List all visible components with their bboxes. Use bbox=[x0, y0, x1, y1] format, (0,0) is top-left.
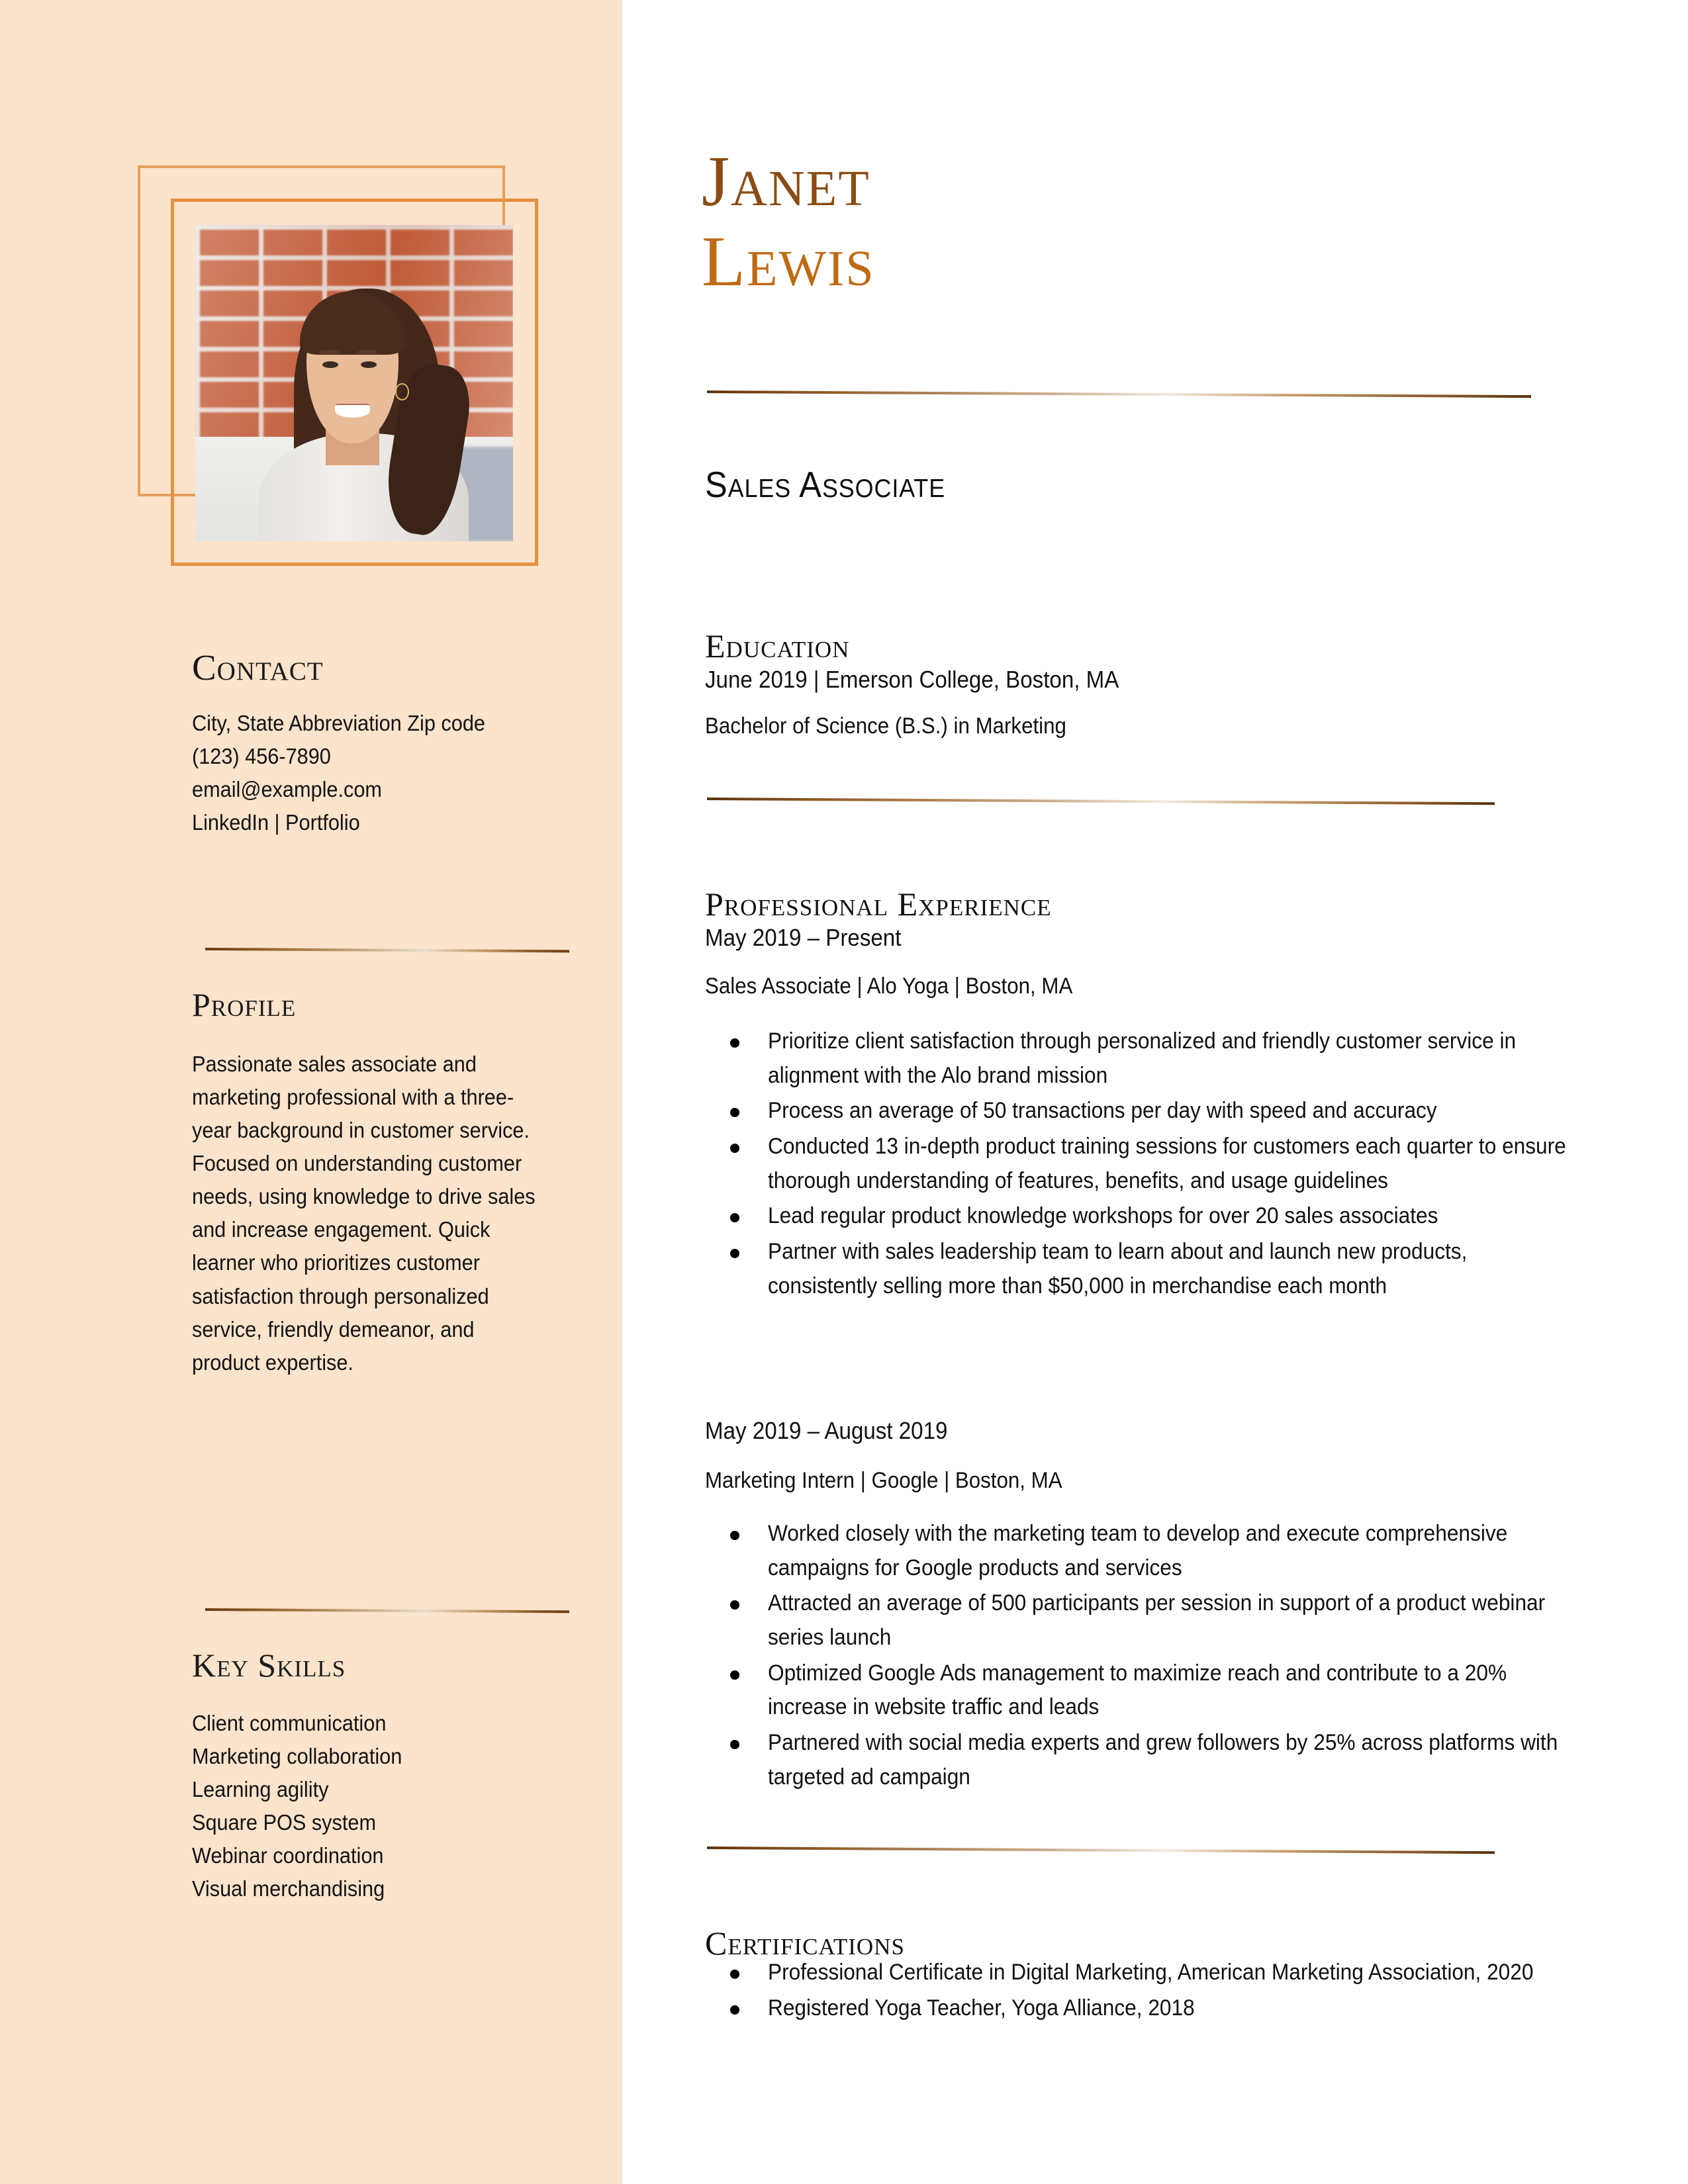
certifications-list bbox=[705, 1956, 1628, 2026]
job-bullet bbox=[768, 1094, 1628, 1128]
divider-certifications bbox=[707, 1846, 1495, 1854]
skill-item: Square POS system bbox=[192, 1809, 377, 1835]
certification-item bbox=[768, 1991, 1628, 2026]
profile-photo bbox=[195, 225, 513, 541]
last-name: Lewis bbox=[702, 222, 875, 301]
skill-item: Visual merchandising bbox=[192, 1876, 385, 1901]
profile-section bbox=[192, 987, 576, 1379]
job-bullet bbox=[768, 1726, 1628, 1794]
photo-eye-left bbox=[322, 361, 338, 369]
skill-item: Webinar coordination bbox=[192, 1843, 384, 1868]
key-skills-heading: Key Skills bbox=[192, 1647, 346, 1684]
education-degree: Bachelor of Science (B.S.) in Marketing bbox=[705, 713, 1066, 739]
job-bullet bbox=[768, 1517, 1628, 1585]
job-bullets bbox=[705, 1024, 1628, 1304]
bullet-text: Optimized Google Ads management to maximize reach and contribute to a 20% increase in website traffic and leads bbox=[768, 1660, 1507, 1720]
bullet-text: Process an average of 50 transactions per day with speed and accuracy bbox=[768, 1098, 1437, 1124]
contact-details bbox=[192, 707, 549, 840]
certifications-heading: Certifications bbox=[705, 1924, 905, 1962]
job-date: May 2019 – August 2019 bbox=[705, 1417, 948, 1444]
job-role: Marketing Intern | Google | Boston, MA bbox=[705, 1468, 1062, 1493]
first-name: Janet bbox=[702, 142, 870, 221]
experience-heading: Professional Experience bbox=[705, 885, 1052, 923]
job-bullet bbox=[768, 1657, 1628, 1725]
job-role: Sales Associate | Alo Yoga | Boston, MA bbox=[705, 974, 1073, 999]
profile-heading: Profile bbox=[192, 986, 297, 1023]
photo-eyebrow-left bbox=[319, 350, 340, 354]
photo-eyebrow-right bbox=[357, 350, 378, 354]
divider-education bbox=[707, 797, 1495, 805]
education-heading: Education bbox=[705, 627, 850, 664]
contact-links[interactable]: LinkedIn | Portfolio bbox=[192, 810, 360, 835]
education-date-school: June 2019 | Emerson College, Boston, MA bbox=[705, 666, 1119, 693]
certification-text: Registered Yoga Teacher, Yoga Alliance, 2018 bbox=[768, 1995, 1195, 2021]
contact-phone: (123) 456-7890 bbox=[192, 743, 331, 768]
certification-text: Professional Certificate in Digital Marketing, American Marketing Association, 2020 bbox=[768, 1960, 1534, 1985]
contact-heading: Contact bbox=[192, 647, 324, 688]
bullet-text: Lead regular product knowledge workshops for over 20 sales associates bbox=[768, 1203, 1438, 1229]
job-date: May 2019 – Present bbox=[705, 924, 902, 951]
certification-item bbox=[768, 1956, 1628, 1990]
contact-address: City, State Abbreviation Zip code bbox=[192, 710, 485, 735]
profile-text: Passionate sales associate and marketing professional with a three-year background in customer service. Focused on understanding customer needs, using knowledge to drive sales and increase engagement. Quick learner who prioritizes customer satisfaction through personalized service, friendly demeanor, and product expertise. bbox=[192, 1051, 536, 1375]
bullet-text: Worked closely with the marketing team to develop and execute comprehensive campaigns for Google products and services bbox=[768, 1521, 1508, 1580]
skill-item: Client communication bbox=[192, 1710, 387, 1735]
job-bullet bbox=[768, 1130, 1628, 1198]
candidate-name bbox=[702, 142, 1562, 302]
job-bullet bbox=[768, 1024, 1628, 1093]
main-column bbox=[692, 0, 1632, 2184]
job-bullet bbox=[768, 1199, 1628, 1234]
divider-contact bbox=[205, 948, 569, 952]
contact-section bbox=[192, 649, 576, 839]
skill-item: Marketing collaboration bbox=[192, 1743, 402, 1768]
key-skills-list bbox=[192, 1707, 549, 1906]
job-bullet bbox=[768, 1586, 1628, 1655]
bullet-text: Attracted an average of 500 participants per session in support of a product webinar series launch bbox=[768, 1590, 1546, 1651]
photo-eye-right bbox=[361, 361, 377, 369]
divider-profile bbox=[205, 1608, 569, 1613]
bullet-text: Conducted 13 in-depth product training sessions for customers each quarter to ensure thorough understanding of features, benefits, and usage guidelines bbox=[768, 1134, 1566, 1193]
bullet-text: Partnered with social media experts and grew followers by 25% across platforms with targeted ad campaign bbox=[768, 1730, 1558, 1790]
job-bullet bbox=[768, 1235, 1628, 1303]
job-bullets bbox=[705, 1517, 1628, 1796]
key-skills-section bbox=[192, 1648, 576, 1905]
sidebar bbox=[0, 0, 622, 2184]
photo-earring bbox=[395, 383, 408, 400]
contact-email[interactable]: email@example.com bbox=[192, 777, 383, 802]
divider-name bbox=[707, 390, 1531, 398]
job-title: Sales Associate bbox=[705, 464, 946, 505]
bullet-text: Prioritize client satisfaction through personalized and friendly customer service in alignment with the Alo brand mission bbox=[768, 1028, 1517, 1088]
bullet-text: Partner with sales leadership team to learn about and launch new products, consistently selling more than $50,000 in merchandise each month bbox=[768, 1239, 1468, 1298]
skill-item: Learning agility bbox=[192, 1776, 329, 1801]
